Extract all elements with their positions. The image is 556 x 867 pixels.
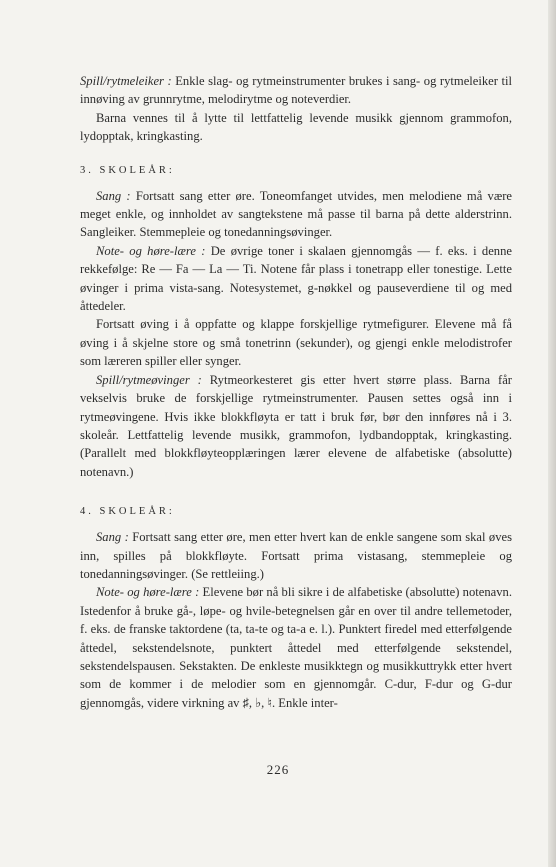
s3-sang-text: Fortsatt sang etter øre. Toneomfanget utvides, men melodiene må være meget enkle, og innholdet av sangtekstene må passe til barna på dette alderstrinn. Sangleiker. Stemmepleie og tonedanningsøvinger. bbox=[80, 188, 512, 240]
s4-sang-paragraph bbox=[80, 528, 512, 583]
term-sang: Sang : bbox=[96, 530, 129, 545]
s3-sang-paragraph bbox=[80, 187, 512, 242]
page-body bbox=[80, 72, 512, 712]
page-edge-shadow bbox=[548, 0, 556, 867]
s3-rytme-paragraph: Fortsatt øving i å oppfatte og klappe forskjellige rytmefigurer. Elevene må få øving i å skjelne store og små tonetrinn (sekunder), og gjengi enkle melodistrofer som læreren spiller eller synger. bbox=[80, 317, 512, 369]
section-heading-3-skolear: 3. SKOLEÅR: bbox=[80, 164, 175, 176]
term-spill-rytmeovinger: Spill/rytmeøvinger : bbox=[96, 372, 202, 387]
s4-note-paragraph bbox=[80, 583, 512, 712]
intro-paragraph-2: Barna vennes til å lytte til lettfattelig levende musikk gjennom grammofon, lydopptak, kringkasting. bbox=[80, 110, 512, 144]
s4-note-text: Elevene bør nå bli sikre i de alfabetiske (absolutte) notenavn. Istedenfor å bruke gå-, løpe- og hvile-betegnelsen går en over til andre tellemetoder, f. eks. de franske taktordene (ta, ta-te og ta-a e. l.). Punktert firedel med etterfølgende åttedel, sekstendelsnote, punktert åttedel med etterfølgende sekstendel, sekstendelspausen. Sekstakten. De enkleste musikktegn og musikkuttrykk etter hvert som de kommer i de melodier som en gjennomgår. C-dur, F-dur og G-dur gjennomgås, videre virkning av ♯, ♭, ♮. Enkle inter- bbox=[80, 585, 512, 710]
s3-note-paragraph bbox=[80, 242, 512, 316]
s3-spill-text: Rytmeorkesteret gis etter hvert større plass. Barna får vekselvis bruke de forskjellige rytmeinstrumenter. Pausen settes også inn i rytmeøvingene. Hvis ikke blokkfløyta er tatt i bruk før, bør den innføres nå i 3. skoleår. Lettfattelig levende musikk, grammofon, lydbandopptak, kringkasting. (Parallelt med blokkfløyteopplæringen lærer elevene de alfabetiske (absolutte) notenavn.) bbox=[80, 372, 512, 479]
intro-paragraph-1 bbox=[80, 72, 512, 109]
term-note-og-horelaere: Note- og høre-lære : bbox=[96, 585, 200, 600]
intro-paragraph-1-text: Enkle slag- og rytmeinstrumenter brukes i sang- og rytmeleiker til innøving av grunnrytme, melodirytme og noteverdier. bbox=[80, 74, 512, 107]
section-heading-4-skolear: 4. SKOLEÅR: bbox=[80, 506, 175, 518]
s3-spill-paragraph bbox=[80, 371, 512, 481]
page-number: 226 bbox=[266, 762, 290, 777]
s4-sang-text: Fortsatt sang etter øre, men etter hvert kan de enkle sangene som skal øves inn, spilles på blokkfløyte. Fortsatt prima vistasang, stemmepleie og tonedanningsøvinger. (Se rettleiing.) bbox=[80, 530, 513, 581]
term-sang: Sang : bbox=[96, 188, 131, 203]
term-note-og-horelaere: Note- og høre-lære : bbox=[96, 243, 206, 258]
term-spill-rytmeleiker: Spill/rytmeleiker : bbox=[80, 74, 172, 88]
s3-note-text: De øvrige toner i skalaen gjennomgås — f. eks. i denne rekkefølge: Re — Fa — La — Ti. Notene får plass i tonetrapp eller tonestige. Lette øvinger i prima vista-sang. Notesystemet, g-nøkkel og pauseverdiene til og med åttedeler. bbox=[80, 243, 512, 314]
